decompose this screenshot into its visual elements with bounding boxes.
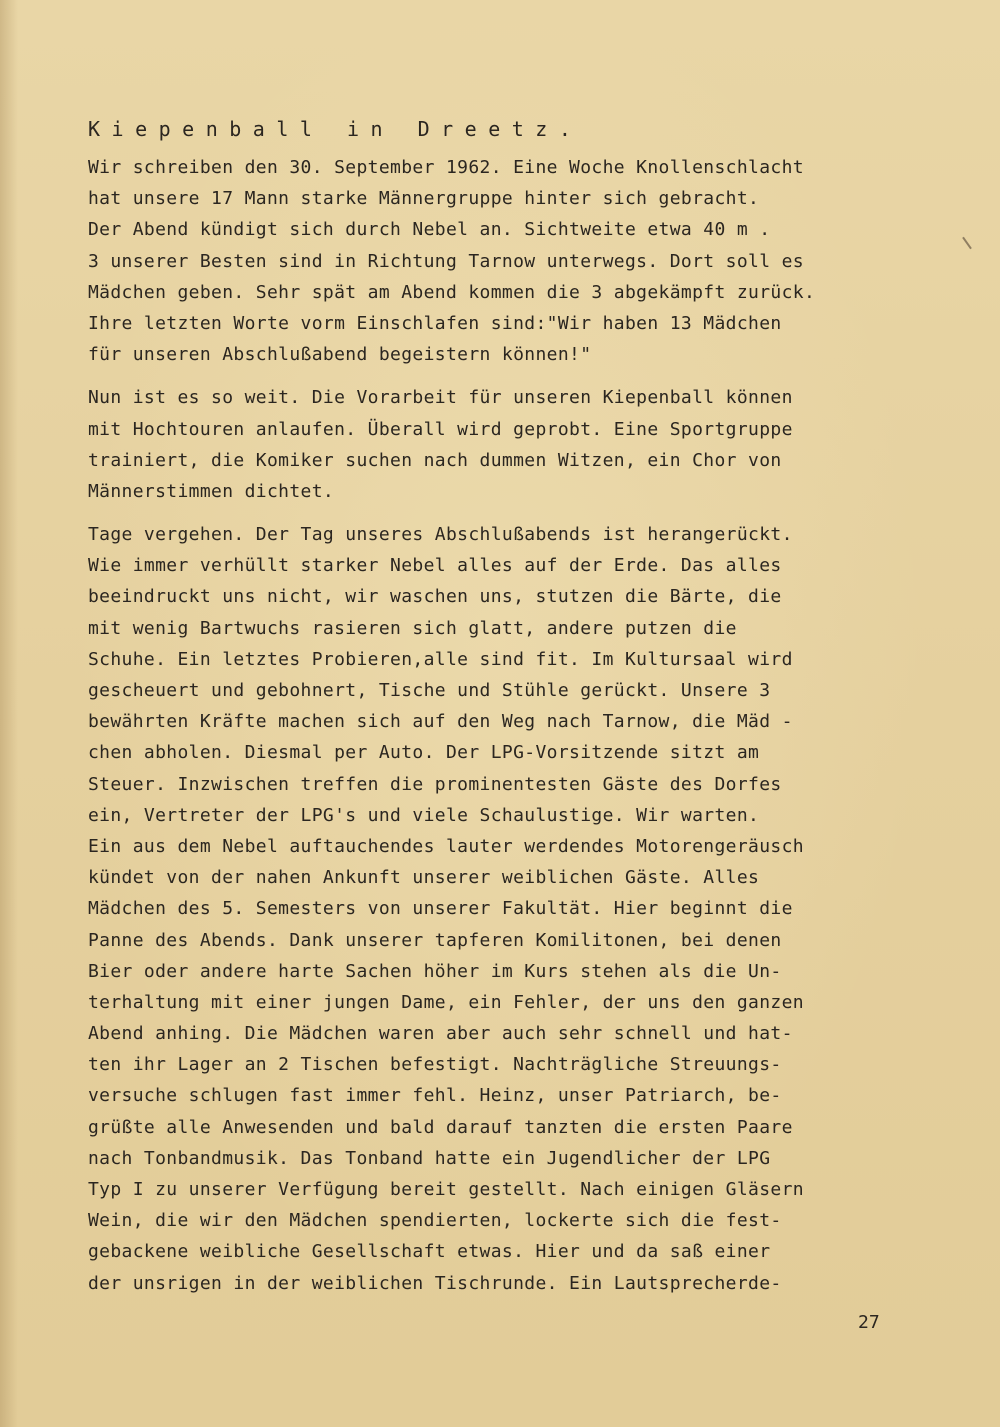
text-line: Mädchen geben. Sehr spät am Abend kommen die 3 abgekämpft zurück. (88, 281, 816, 303)
text-line: ten ihr Lager an 2 Tischen befestigt. Nachträgliche Streuungs- (88, 1054, 782, 1076)
text-line: mit wenig Bartwuchs rasieren sich glatt, andere putzen die (88, 617, 737, 639)
text-line: 3 unserer Besten sind in Richtung Tarnow unterwegs. Dort soll es (88, 250, 804, 272)
paragraph (88, 382, 918, 507)
text-line: Schuhe. Ein letztes Probieren,alle sind fit. Im Kultursaal wird (88, 648, 793, 670)
text-line: Wein, die wir den Mädchen spendierten, lockerte sich die fest- (88, 1210, 782, 1232)
text-line: bewährten Kräfte machen sich auf den Weg nach Tarnow, die Mäd - (88, 711, 793, 733)
text-line: kündet von der nahen Ankunft unserer weiblichen Gäste. Alles (88, 867, 760, 889)
text-line: ein, Vertreter der LPG's und viele Schaulustige. Wir warten. (88, 804, 760, 826)
text-line: Wie immer verhüllt starker Nebel alles auf der Erde. Das alles (88, 555, 782, 577)
paragraph (88, 152, 918, 370)
text-line: grüßte alle Anwesenden und bald darauf tanzten die ersten Paare (88, 1116, 793, 1138)
text-line: gebackene weibliche Gesellschaft etwas. Hier und da saß einer (88, 1241, 771, 1263)
text-line: nach Tonbandmusik. Das Tonband hatte ein Jugendlicher der LPG (88, 1147, 771, 1169)
text-line: trainiert, die Komiker suchen nach dummen Witzen, ein Chor von (88, 449, 782, 471)
text-line: Tage vergehen. Der Tag unseres Abschlußabends ist herangerückt. (88, 524, 793, 546)
text-line: beeindruckt uns nicht, wir waschen uns, stutzen die Bärte, die (88, 586, 782, 608)
text-line: terhaltung mit einer jungen Dame, ein Fehler, der uns den ganzen (88, 991, 804, 1013)
text-line: chen abholen. Diesmal per Auto. Der LPG-Vorsitzende sitzt am (88, 742, 760, 764)
text-line: mit Hochtouren anlaufen. Überall wird geprobt. Eine Sportgruppe (88, 418, 793, 440)
text-line: Männerstimmen dichtet. (88, 480, 335, 502)
text-line: Typ I zu unserer Verfügung bereit gestellt. Nach einigen Gläsern (88, 1179, 804, 1200)
page-number: 27 (858, 1312, 880, 1333)
text-line: hat unsere 17 Mann starke Männergruppe hinter sich gebracht. (88, 188, 760, 210)
page-edge-shadow (0, 0, 18, 1427)
text-line: Ihre letzten Worte vorm Einschlafen sind:"Wir haben 13 Mädchen (88, 312, 782, 334)
paragraph (88, 519, 918, 1299)
text-line: Mädchen des 5. Semesters von unserer Fakultät. Hier beginnt die (88, 898, 793, 920)
text-line: Abend anhing. Die Mädchen waren aber auch sehr schnell und hat- (88, 1023, 793, 1045)
page-text (88, 112, 918, 1311)
paragraphs (88, 152, 918, 1299)
text-line: der unsrigen in der weiblichen Tischrunde. Ein Lautsprecherde- (88, 1272, 782, 1294)
text-line: Wir schreiben den 30. September 1962. Eine Woche Knollenschlacht (88, 157, 804, 178)
pencil-mark (962, 237, 972, 250)
text-line: Steuer. Inzwischen treffen die prominentesten Gäste des Dorfes (88, 773, 782, 795)
text-line: Panne des Abends. Dank unserer tapferen Komilitonen, bei denen (88, 929, 782, 951)
page-title: Kiepenball in Dreetz. (88, 117, 583, 141)
text-line: Der Abend kündigt sich durch Nebel an. Sichtweite etwa 40 m . (88, 219, 771, 241)
text-line: Ein aus dem Nebel auftauchendes lauter werdendes Motorengeräusch (88, 835, 804, 857)
text-line: versuche schlugen fast immer fehl. Heinz, unser Patriarch, be- (88, 1085, 782, 1107)
text-line: Nun ist es so weit. Die Vorarbeit für unseren Kiepenball können (88, 387, 793, 409)
text-line: für unseren Abschlußabend begeistern können!" (88, 344, 592, 366)
text-line: gescheuert und gebohnert, Tische und Stühle gerückt. Unsere 3 (88, 680, 771, 701)
text-line: Bier oder andere harte Sachen höher im Kurs stehen als die Un- (88, 960, 782, 982)
